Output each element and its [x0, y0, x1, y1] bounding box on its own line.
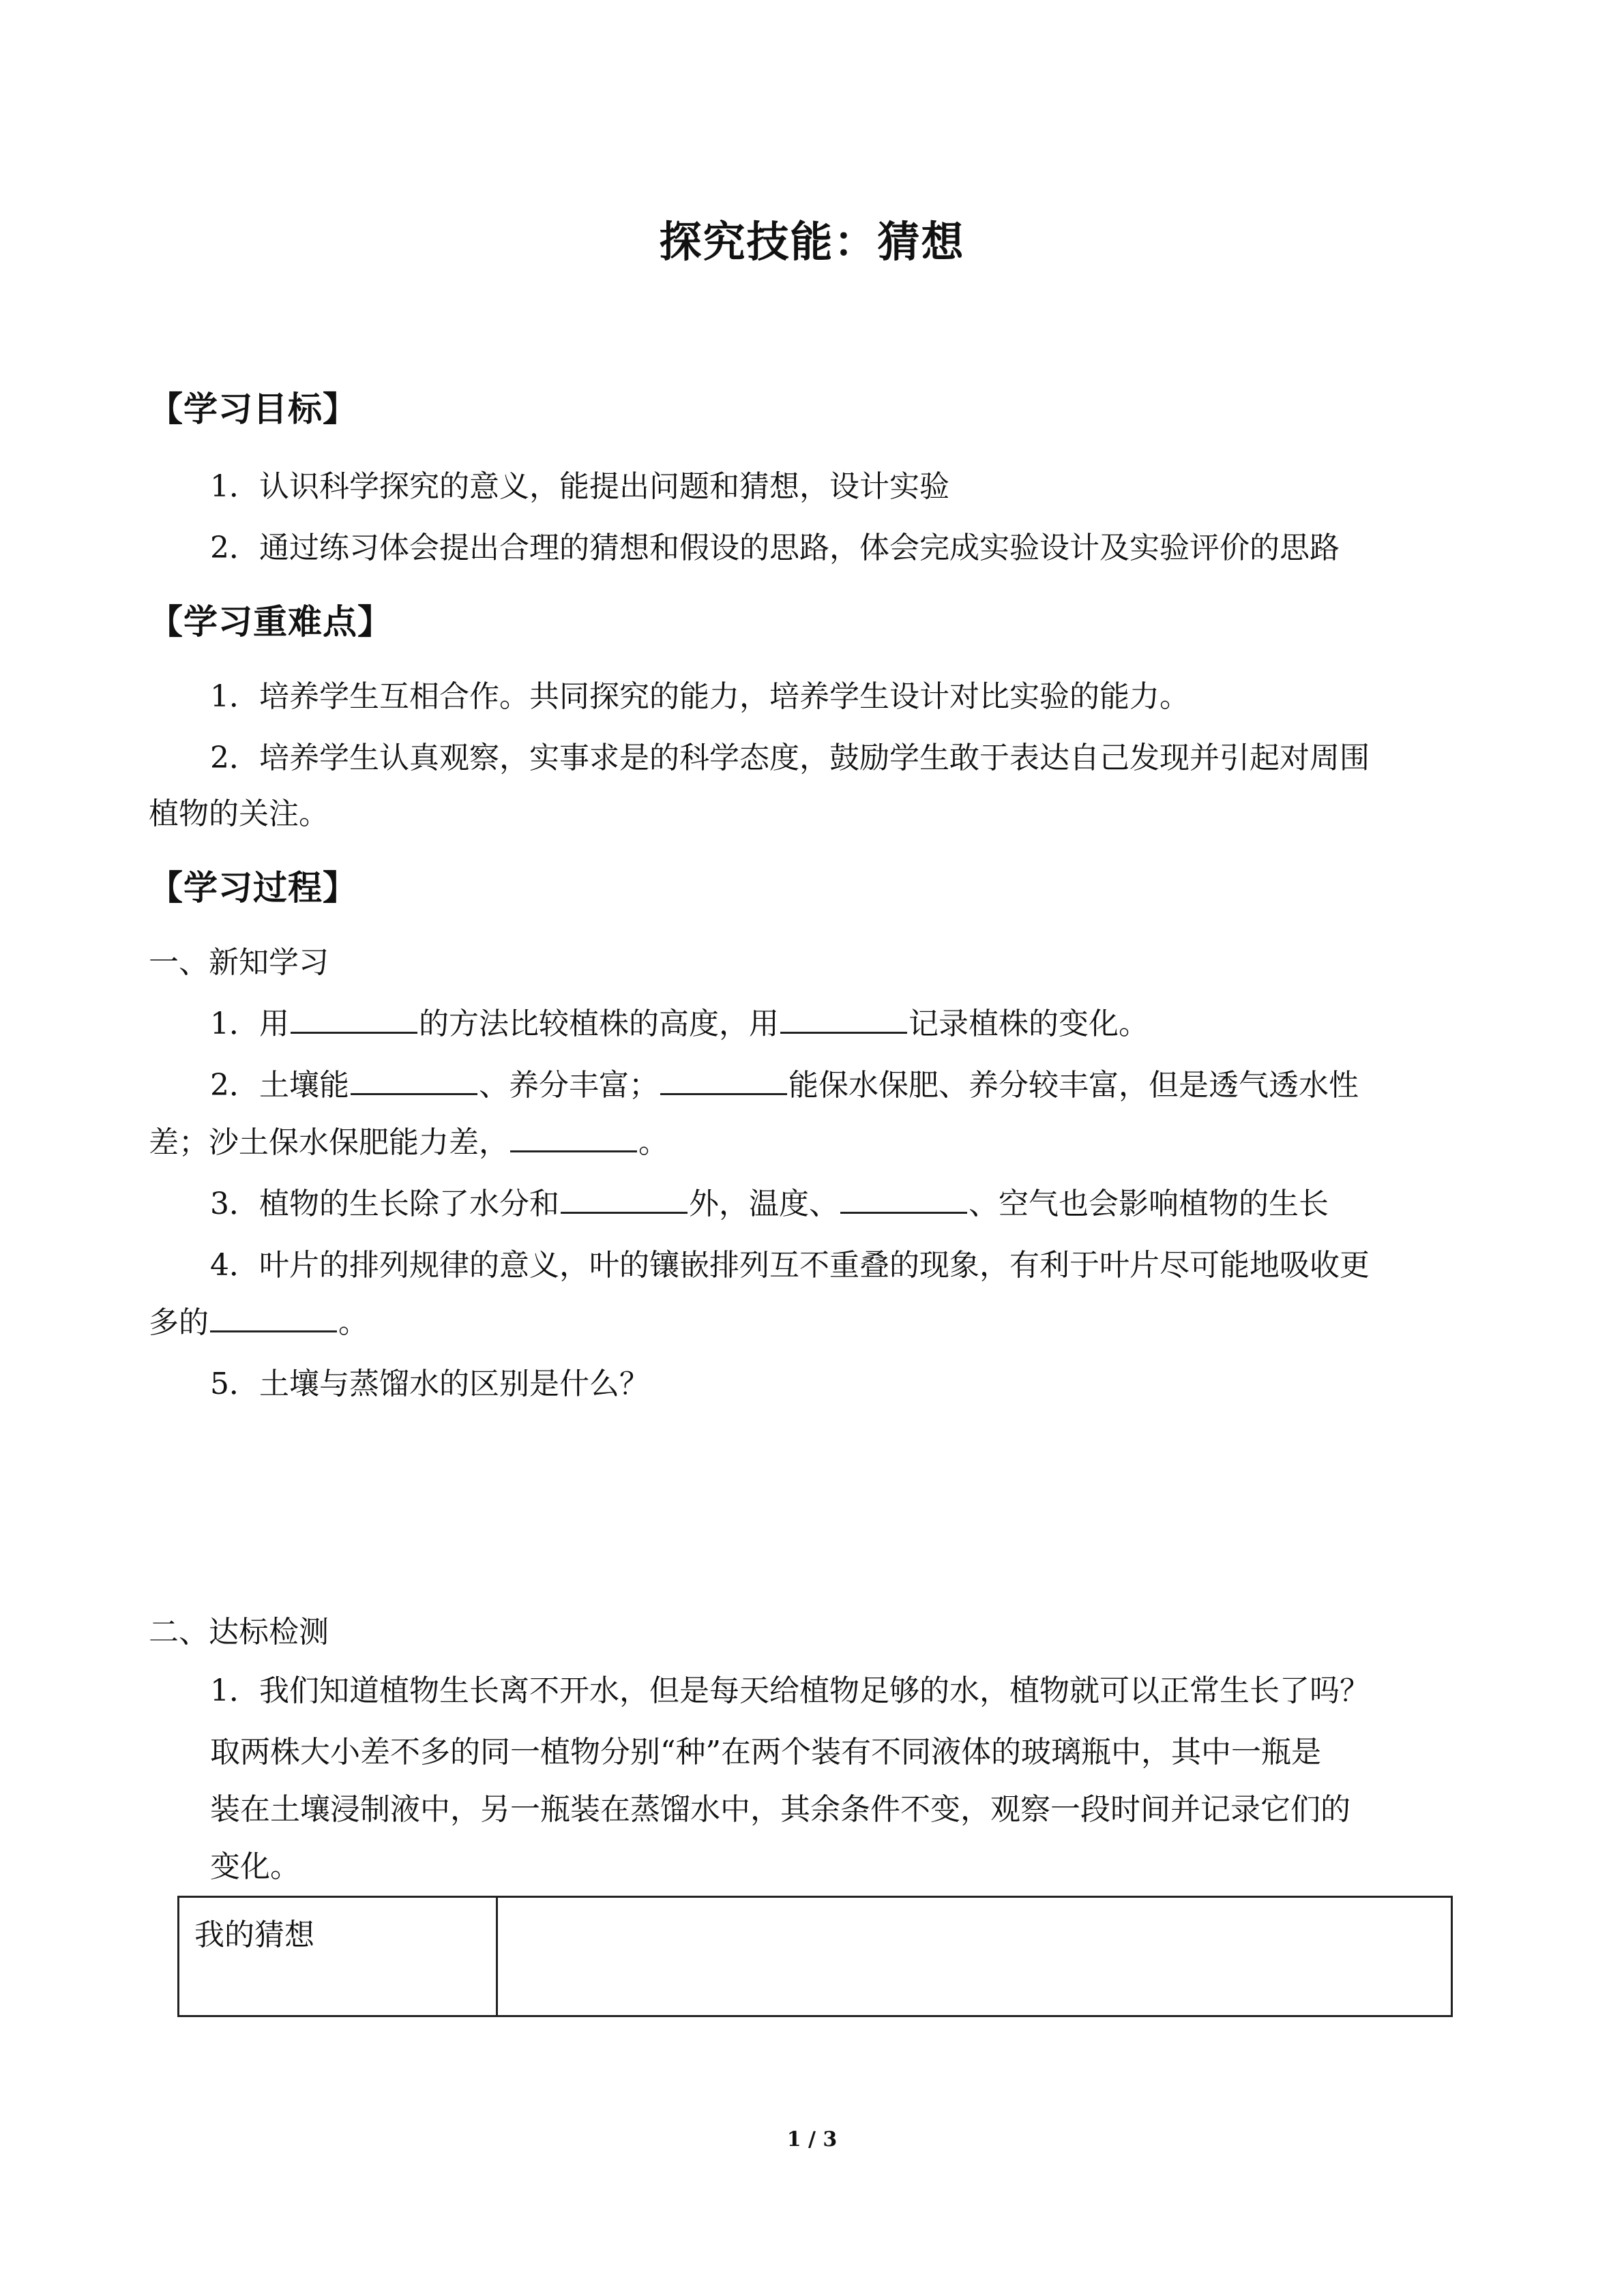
objective-item-2: 2．通过练习体会提出合理的猜想和假设的思路，体会完成实验设计及实验评价的思路: [210, 531, 1340, 565]
part1-label: 一、新知学习: [149, 945, 329, 980]
question-2-cont-text-b: 。: [638, 1125, 668, 1160]
guess-table-answer-cell[interactable]: [498, 1898, 1451, 2015]
question-2-text-c: 能保水保肥、养分较丰富，但是透气透水性: [788, 1068, 1359, 1103]
fill-blank: [660, 1066, 787, 1095]
question-1-text-b: 的方法比较植株的高度，用: [419, 1007, 779, 1041]
question-4: 4．叶片的排列规律的意义，叶的镶嵌排列互不重叠的现象，有利于叶片尽可能地吸收更: [210, 1248, 1370, 1283]
question-1: [210, 994, 1537, 1054]
question-4-cont-text-a: 多的: [149, 1305, 209, 1340]
fill-blank: [561, 1184, 688, 1214]
fill-blank: [840, 1184, 967, 1214]
question-4-cont: [149, 1293, 1475, 1353]
key-points-heading: 【学习重难点】: [149, 602, 392, 642]
fill-blank: [291, 1004, 417, 1034]
part2-label: 二、达标检测: [149, 1615, 329, 1650]
key-point-item-2: 2．培养学生认真观察，实事求是的科学态度，鼓励学生敢于表达自己发现并引起对周围: [210, 741, 1370, 775]
question-3: [210, 1174, 1537, 1234]
key-point-item-1: 1．培养学生互相合作。共同探究的能力，培养学生设计对比实验的能力。: [210, 679, 1190, 714]
question-1-text-c: 记录植株的变化。: [909, 1007, 1149, 1041]
page-number: 1 / 3: [786, 2128, 838, 2151]
question-3-text-c: 、空气也会影响植物的生长: [969, 1187, 1329, 1221]
question-3-text-b: 外，温度、: [689, 1187, 839, 1221]
question-5: 5．土壤与蒸馏水的区别是什么？: [210, 1367, 649, 1401]
test-question-1-line-4: 变化。: [210, 1849, 300, 1884]
question-3-text-a: 3．植物的生长除了水分和: [210, 1187, 559, 1221]
process-heading: 【学习过程】: [149, 868, 357, 908]
test-question-1-line-1: 1．我们知道植物生长离不开水，但是每天给植物足够的水，植物就可以正常生长了吗？: [210, 1673, 1370, 1708]
question-2-cont: [149, 1113, 1475, 1173]
fill-blank: [510, 1123, 637, 1152]
guess-table-label: 我的猜想: [179, 1898, 498, 2015]
test-question-1-line-2: 取两株大小差不多的同一植物分别“种”在两个装有不同液体的玻璃瓶中，其中一瓶是: [210, 1735, 1321, 1770]
question-1-text-a: 1．用: [210, 1007, 289, 1041]
question-2-text-b: 、养分丰富；: [479, 1068, 659, 1103]
fill-blank: [351, 1066, 477, 1095]
question-2: [210, 1056, 1537, 1116]
fill-blank: [780, 1004, 907, 1034]
objectives-heading: 【学习目标】: [149, 389, 357, 429]
question-2-cont-text-a: 差；沙土保水保肥能力差，: [149, 1125, 509, 1160]
fill-blank: [210, 1303, 337, 1332]
page-title: 探究技能：猜想: [659, 217, 965, 267]
key-point-item-2-cont: 植物的关注。: [149, 796, 329, 831]
question-2-text-a: 2．土壤能: [210, 1068, 349, 1103]
guess-table: [177, 1896, 1453, 2017]
objective-item-1: 1．认识科学探究的意义，能提出问题和猜想，设计实验: [210, 469, 949, 504]
question-4-cont-text-b: 。: [338, 1305, 368, 1340]
test-question-1-line-3: 装在土壤浸制液中，另一瓶装在蒸馏水中，其余条件不变，观察一段时间并记录它们的: [210, 1792, 1350, 1827]
